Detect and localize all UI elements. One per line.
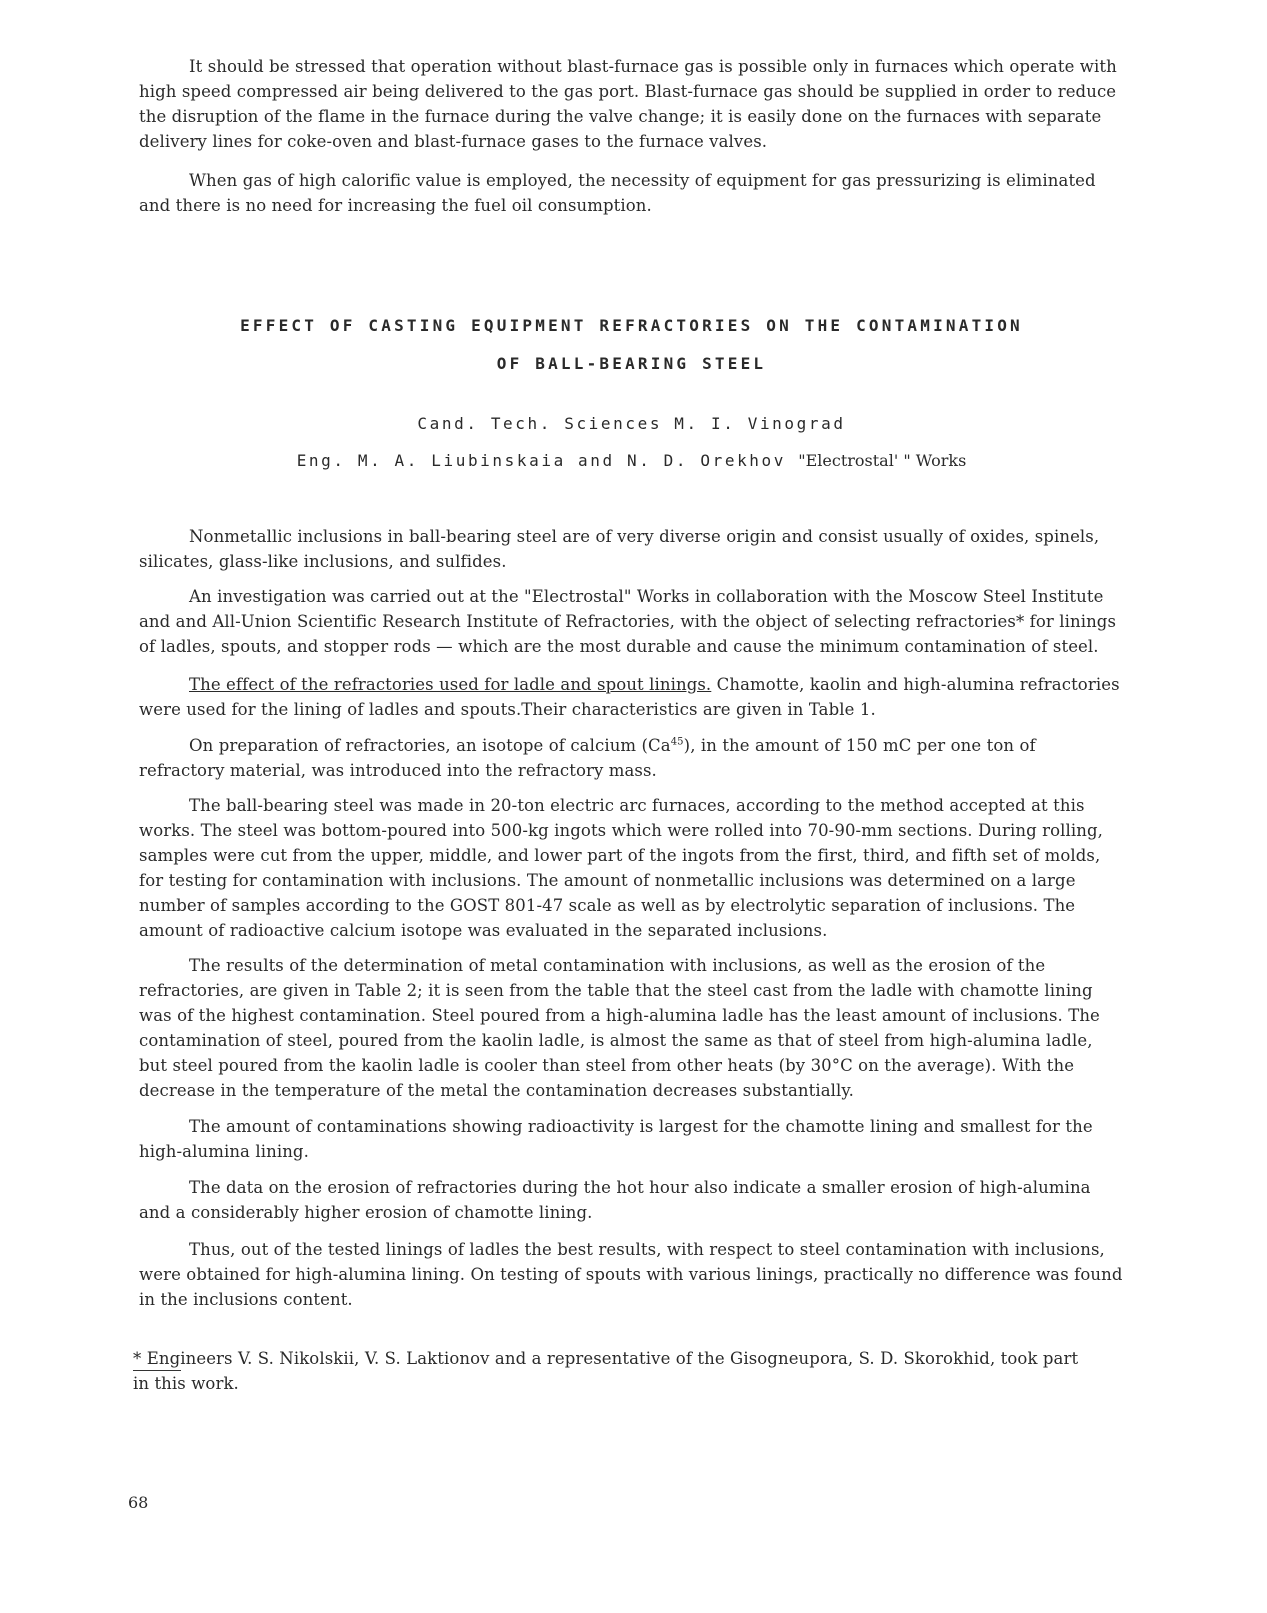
body-paragraph-3-text: Chamotte, kaolin and high-alumina refractories were used for the lining of ladles and spouts.Their characteristics are given in Table 1. [139,675,1120,719]
page-number: 68 [128,1493,149,1512]
body-paragraph-5: The ball-bearing steel was made in 20-ton electric arc furnaces, according to the method accepted at this works. The steel was bottom-poured into 500-kg ingots which were rolled into 70-90-mm sections. During rolling, samples were cut from the upper, middle, and lower part of the ingots from the first, third, and fifth set of molds, for testing for contamination with inclusions. The amount of nonmetallic inclusions was determined on a large number of samples according to the GOST 801-47 scale as well as by electrolytic separation of inclusions. The amount of radioactive calcium isotope was evaluated in the separated inclusions. [139,796,1103,940]
article-title-line-2: OF BALL-BEARING STEEL [496,354,767,373]
body-paragraph-1: Nonmetallic inclusions in ball-bearing steel are of very diverse origin and consist usually of oxides, spinels, silicates, glass-like inclusions, and sulfides. [139,527,1100,571]
isotope-text-rest: ), in the amount of 150 mC per one ton of refractory material, was introduced into the refractory mass. [139,736,1036,780]
body-paragraph-6: The results of the determination of metal contamination with inclusions, as well as the erosion of the refractories, are given in Table 2; it is seen from the table that the steel cast from the ladle with chamotte lining was of the highest contamination. Steel poured from a high-alumina ladle has the least amount of inclusions. The contamination of steel, poured from the kaolin ladle, is almost the same as that of steel from high-alumina ladle, but steel poured from the kaolin ladle is cooler than steel from other heats (by 30°C on the average). With the decrease in the temperature of the metal the contamination decreases substantially. [139,956,1100,1100]
body-paragraph-8: The data on the erosion of refractories during the hot hour also indicate a smaller erosion of high-alumina and a considerably higher erosion of chamotte lining. [139,1178,1091,1222]
footnote: * Engineers V. S. Nikolskii, V. S. Laktionov and a representative of the Gisogneupora, S. D. Skorokhid, took part in this work. [133,1349,1079,1393]
body-paragraph-4 [139,733,1124,783]
body-paragraph-7: The amount of contaminations showing radioactivity is largest for the chamotte lining and smallest for the high-alumina lining. [139,1117,1093,1161]
author-line-1: Cand. Tech. Sciences M. I. Vinograd [417,414,846,433]
article-title-line-1: EFFECT OF CASTING EQUIPMENT REFRACTORIES ON THE CONTAMINATION [240,316,1023,335]
author-affiliation: "Electrostal' " Works [798,451,967,470]
intro-paragraph-2: When gas of high calorific value is employed, the necessity of equipment for gas pressurizing is eliminated and there is no need for increasing the fuel oil consumption. [139,171,1096,215]
body-paragraph-9: Thus, out of the tested linings of ladles the best results, with respect to steel contamination with inclusions, were obtained for high-alumina lining. On testing of spouts with various linings, practically no difference was found in the inclusions content. [139,1240,1123,1309]
body-paragraph-2: An investigation was carried out at the "Electrostal" Works in collaboration with the Moscow Steel Institute and and All-Union Scientific Research Institute of Refractories, with the object of selecting refractories* for linings of ladles, spouts, and stopper rods — which are the most durable and cause the minimum contamination of steel. [139,587,1117,656]
author-names: Eng. M. A. Liubinskaia and N. D. Orekhov [296,451,786,470]
author-line-2 [139,451,1124,470]
body-paragraph-3 [139,672,1124,722]
section-heading: The effect of the refractories used for ladle and spout linings. [189,675,712,694]
isotope-text: On preparation of refractories, an isotope of calcium (Ca [189,736,671,755]
isotope-superscript: 45 [670,736,684,748]
intro-paragraph-1: It should be stressed that operation without blast-furnace gas is possible only in furnaces which operate with high speed compressed air being delivered to the gas port. Blast-furnace gas should be supplied in order to reduce the disruption of the flame in the furnace during the valve change; it is easily done on the furnaces with separate delivery lines for coke-oven and blast-furnace gases to the furnace valves. [139,57,1117,151]
